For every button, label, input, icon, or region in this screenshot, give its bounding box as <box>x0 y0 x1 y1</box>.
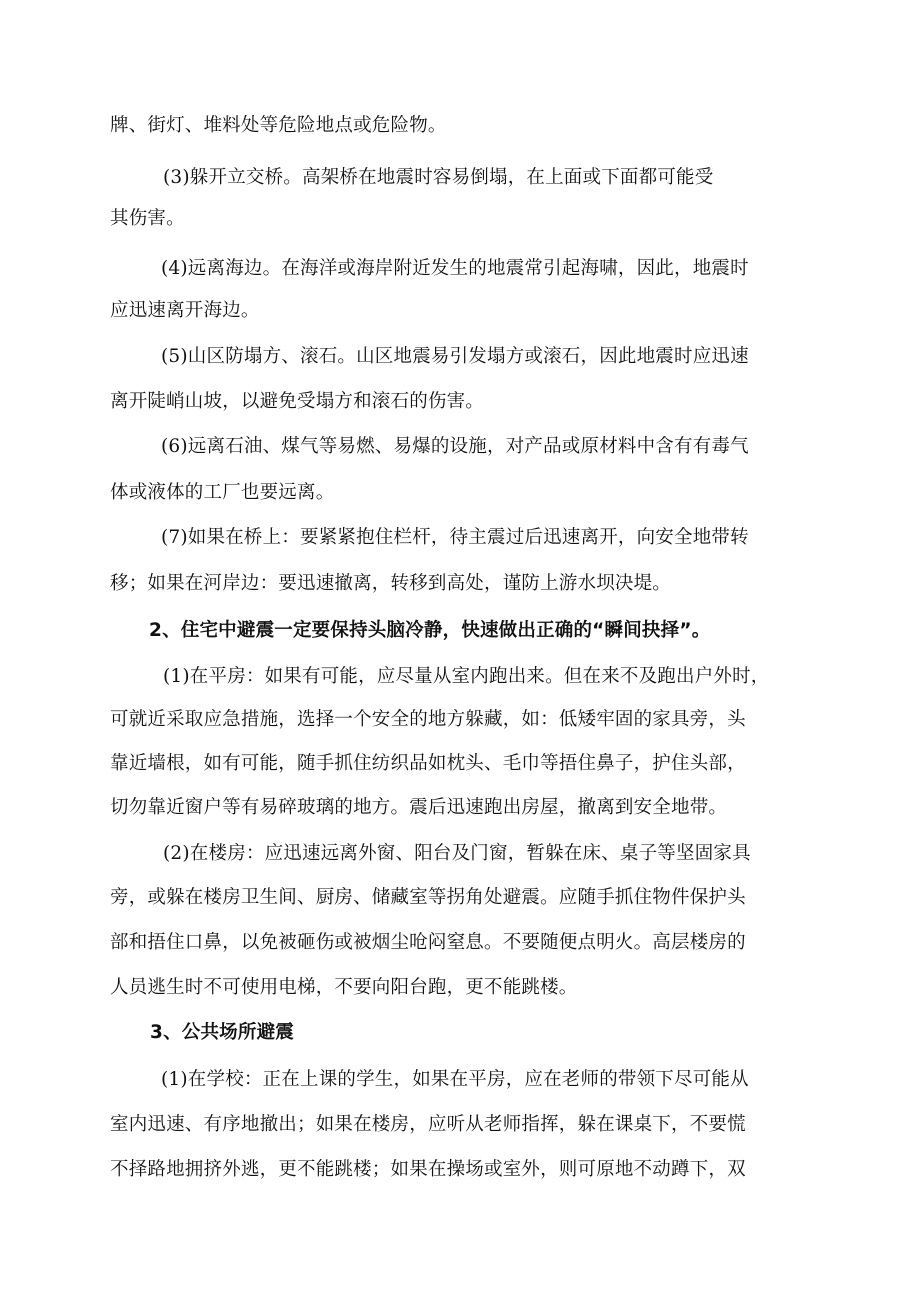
text-line-10: (7)如果在桥上：要紧紧抱住栏杆，待主震过后迅速离开，向安全地带转 <box>161 527 749 548</box>
text-line-23: 室内迅速、有序地撤出；如果在楼房，应听从老师指挥，躲在课桌下，不要慌 <box>110 1114 746 1135</box>
text-line-22: (1)在学校：正在上课的学生，如果在平房，应在老师的带领下尽可能从 <box>161 1069 749 1090</box>
text-line-4: (4)远离海边。在海洋或海岸附近发生的地震常引起海啸，因此，地震时 <box>161 258 749 279</box>
text-line-14: 可就近采取应急措施，选择一个安全的地方躲藏，如：低矮牢固的家具旁，头 <box>110 709 746 730</box>
text-line-2: (3)躲开立交桥。高架桥在地震时容易倒塌，在上面或下面都可能受 <box>163 167 714 188</box>
section-heading-2: 2、住宅中避震一定要保持头脑冷静，快速做出正确的“瞬间抉择”。 <box>149 620 711 641</box>
text-line-11: 移；如果在河岸边：要迅速撤离，转移到高处，谨防上游水坝决堤。 <box>110 573 672 594</box>
text-line-9: 体或液体的工厂也要远离。 <box>110 482 335 503</box>
section-heading-3: 3、公共场所避震 <box>150 1022 294 1043</box>
text-line-17: (2)在楼房：应迅速远离外窗、阳台及门窗，暂躲在床、桌子等坚固家具 <box>163 843 751 864</box>
text-line-20: 人员逃生时不可使用电梯，不要向阳台跑，更不能跳楼。 <box>110 977 578 998</box>
text-line-1: 牌、街灯、堆料处等危险地点或危险物。 <box>110 115 447 136</box>
text-line-18: 旁，或躲在楼房卫生间、厨房、储藏室等拐角处避震。应随手抓住物件保护头 <box>110 887 746 908</box>
text-line-15: 靠近墙根，如有可能，随手抓住纺织品如枕头、毛巾等捂住鼻子，护住头部， <box>110 753 746 774</box>
text-line-3: 其伤害。 <box>110 208 185 229</box>
text-line-5: 应迅速离开海边。 <box>110 300 260 321</box>
text-line-24: 不择路地拥挤外逃，更不能跳楼；如果在操场或室外，则可原地不动蹲下，双 <box>110 1159 746 1180</box>
text-line-19: 部和捂住口鼻，以免被砸伤或被烟尘呛闷窒息。不要随便点明火。高层楼房的 <box>110 932 746 953</box>
text-line-8: (6)远离石油、煤气等易燃、易爆的设施，对产品或原材料中含有有毒气 <box>161 436 749 457</box>
text-line-7: 离开陡峭山坡，以避免受塌方和滚石的伤害。 <box>110 391 485 412</box>
text-line-6: (5)山区防塌方、滚石。山区地震易引发塌方或滚石，因此地震时应迅速 <box>161 346 749 367</box>
text-line-13: (1)在平房：如果有可能，应尽量从室内跑出来。但在来不及跑出户外时， <box>163 666 770 687</box>
text-line-16: 切勿靠近窗户等有易碎玻璃的地方。震后迅速跑出房屋，撤离到安全地带。 <box>110 797 728 818</box>
